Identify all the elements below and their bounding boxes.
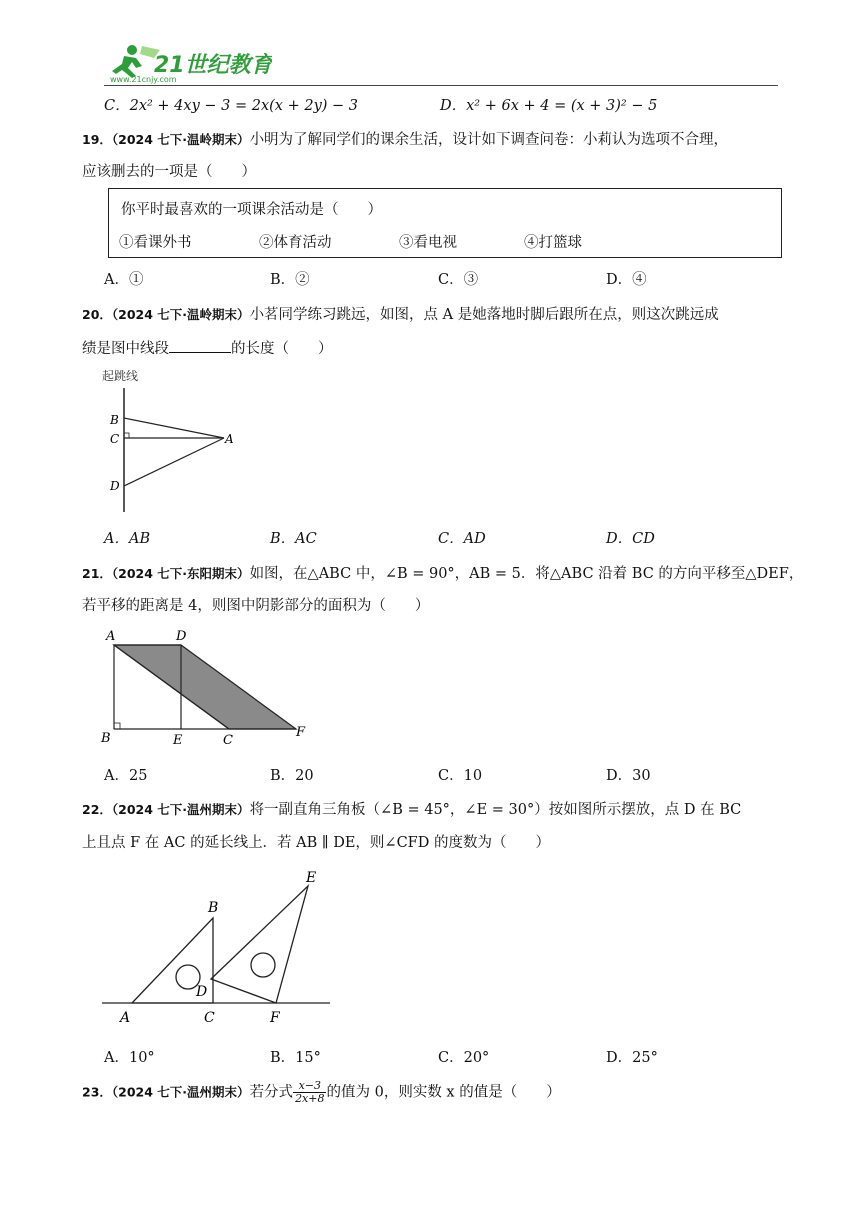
q22-option-d: D．25° xyxy=(606,1050,658,1066)
site-logo xyxy=(102,42,272,84)
survey-option-1: ①看课外书 xyxy=(119,235,192,251)
q19-stem-line2: 应该删去的一项是（ ） xyxy=(82,164,256,180)
label-a: A xyxy=(120,1010,131,1026)
q23-source: （2024 七下·温州期末） xyxy=(111,1084,250,1100)
label-c: C xyxy=(223,733,233,748)
q23-stem-line1: 23．（2024 七下·温州期末）若分式 $\frac{x-3}{2x+8}$ 的值为 0，则实数 x 的值是（ ） xyxy=(82,1079,561,1105)
survey-box xyxy=(108,188,782,258)
q18-option-d: D．x² + 6x + 4 = (x + 3)² − 5 xyxy=(440,98,658,114)
survey-option-3: ③看电视 xyxy=(399,235,457,251)
label-d: D xyxy=(196,984,208,1000)
q22-option-b: B．15° xyxy=(270,1050,321,1066)
label-c: C xyxy=(110,432,120,446)
fraction: $\frac{x-3}{2x+8}$ xyxy=(295,1079,325,1105)
label-d: D xyxy=(110,479,120,493)
label-e: E xyxy=(173,733,183,748)
header-divider xyxy=(104,85,778,86)
q19-option-d: D．④ xyxy=(606,272,647,288)
q21-option-b: B．20 xyxy=(270,768,314,784)
q21-number: 21． xyxy=(82,566,112,581)
survey-option-2: ②体育活动 xyxy=(259,235,332,251)
q19-stem-line1: 19．（2024 七下·温岭期末）小明为了解同学们的课余生活，设计如下调查问卷：小莉认为选项不合理， xyxy=(82,132,729,148)
q22-option-c: C．20° xyxy=(438,1050,490,1066)
answer-blank xyxy=(169,338,231,353)
label-c: C xyxy=(204,1010,215,1026)
q21-source: （2024 七下·东阳期末） xyxy=(111,566,250,581)
triangle-hole-2 xyxy=(251,953,275,977)
label-b: B xyxy=(101,731,111,746)
segment-ab xyxy=(124,418,224,438)
right-angle-mark xyxy=(114,723,120,729)
q22-stem-line2: 上且点 F 在 AC 的延长线上．若 AB ∥ DE，则∠CFD 的度数为（ ） xyxy=(82,835,550,851)
q20-source: （2024 七下·温岭期末） xyxy=(111,307,250,322)
survey-question: 你平时最喜欢的一项课余活动是（ ） xyxy=(121,202,382,218)
q19-option-c: C．③ xyxy=(438,272,479,288)
label-f: F xyxy=(296,725,306,740)
label-a: A xyxy=(106,629,116,644)
q20-option-b: B．AC xyxy=(270,531,317,547)
q22-figure xyxy=(98,866,338,1030)
q21-option-a: A．25 xyxy=(104,768,148,784)
q20-option-a: A．AB xyxy=(104,531,151,547)
label-e: E xyxy=(306,870,317,886)
label-b: B xyxy=(110,413,119,427)
q20-option-d: D．CD xyxy=(606,531,655,547)
figure-caption: 起跳线 xyxy=(102,369,139,383)
q23-number: 23． xyxy=(82,1084,112,1100)
shaded-region xyxy=(114,645,296,729)
logo-url: www.21cnjy.com xyxy=(110,75,177,84)
q22-source: （2024 七下·温州期末） xyxy=(111,802,250,817)
triangle-def xyxy=(211,886,308,1003)
q19-option-b: B．② xyxy=(270,272,310,288)
q19-number: 19． xyxy=(82,132,112,147)
segment-ad xyxy=(124,438,224,486)
label-a: A xyxy=(225,432,234,446)
q20-figure xyxy=(100,366,250,520)
q21-stem-line1: 21．（2024 七下·东阳期末）如图，在△ABC 中，∠B = 90°，AB = 5．将△ABC 沿着 BC 的方向平移至△DEF， xyxy=(82,566,804,582)
q19-source: （2024 七下·温岭期末） xyxy=(111,132,250,147)
q21-option-c: C．10 xyxy=(438,768,483,784)
survey-option-4: ④打篮球 xyxy=(524,235,582,251)
q22-option-a: A．10° xyxy=(104,1050,155,1066)
q21-option-d: D．30 xyxy=(606,768,651,784)
label-b: B xyxy=(208,900,219,916)
label-d: D xyxy=(176,629,187,644)
q22-stem-line1: 22．（2024 七下·温州期末）将一副直角三角板（∠B = 45°，∠E = 30°）按如图所示摆放，点 D 在 BC xyxy=(82,802,742,818)
q19-option-a: A．① xyxy=(104,272,144,288)
q20-stem-line2: 绩是图中线段 的长度（ ） xyxy=(82,337,333,358)
runner-logo-icon xyxy=(112,45,160,78)
q22-number: 22． xyxy=(82,802,112,817)
logo-text: 21世纪教育 xyxy=(154,53,272,78)
q21-figure xyxy=(98,626,318,752)
label-f: F xyxy=(270,1010,280,1026)
q18-option-c: C．2x² + 4xy − 3 = 2x(x + 2y) − 3 xyxy=(104,98,359,114)
q21-stem-line2: 若平移的距离是 4，则图中阴影部分的面积为（ ） xyxy=(82,598,430,614)
q20-stem-line1: 20．（2024 七下·温岭期末）小茗同学练习跳远，如图，点 A 是她落地时脚后跟所在点，则这次跳远成 xyxy=(82,307,719,323)
q20-option-c: C．AD xyxy=(438,531,486,547)
q20-number: 20． xyxy=(82,307,112,322)
